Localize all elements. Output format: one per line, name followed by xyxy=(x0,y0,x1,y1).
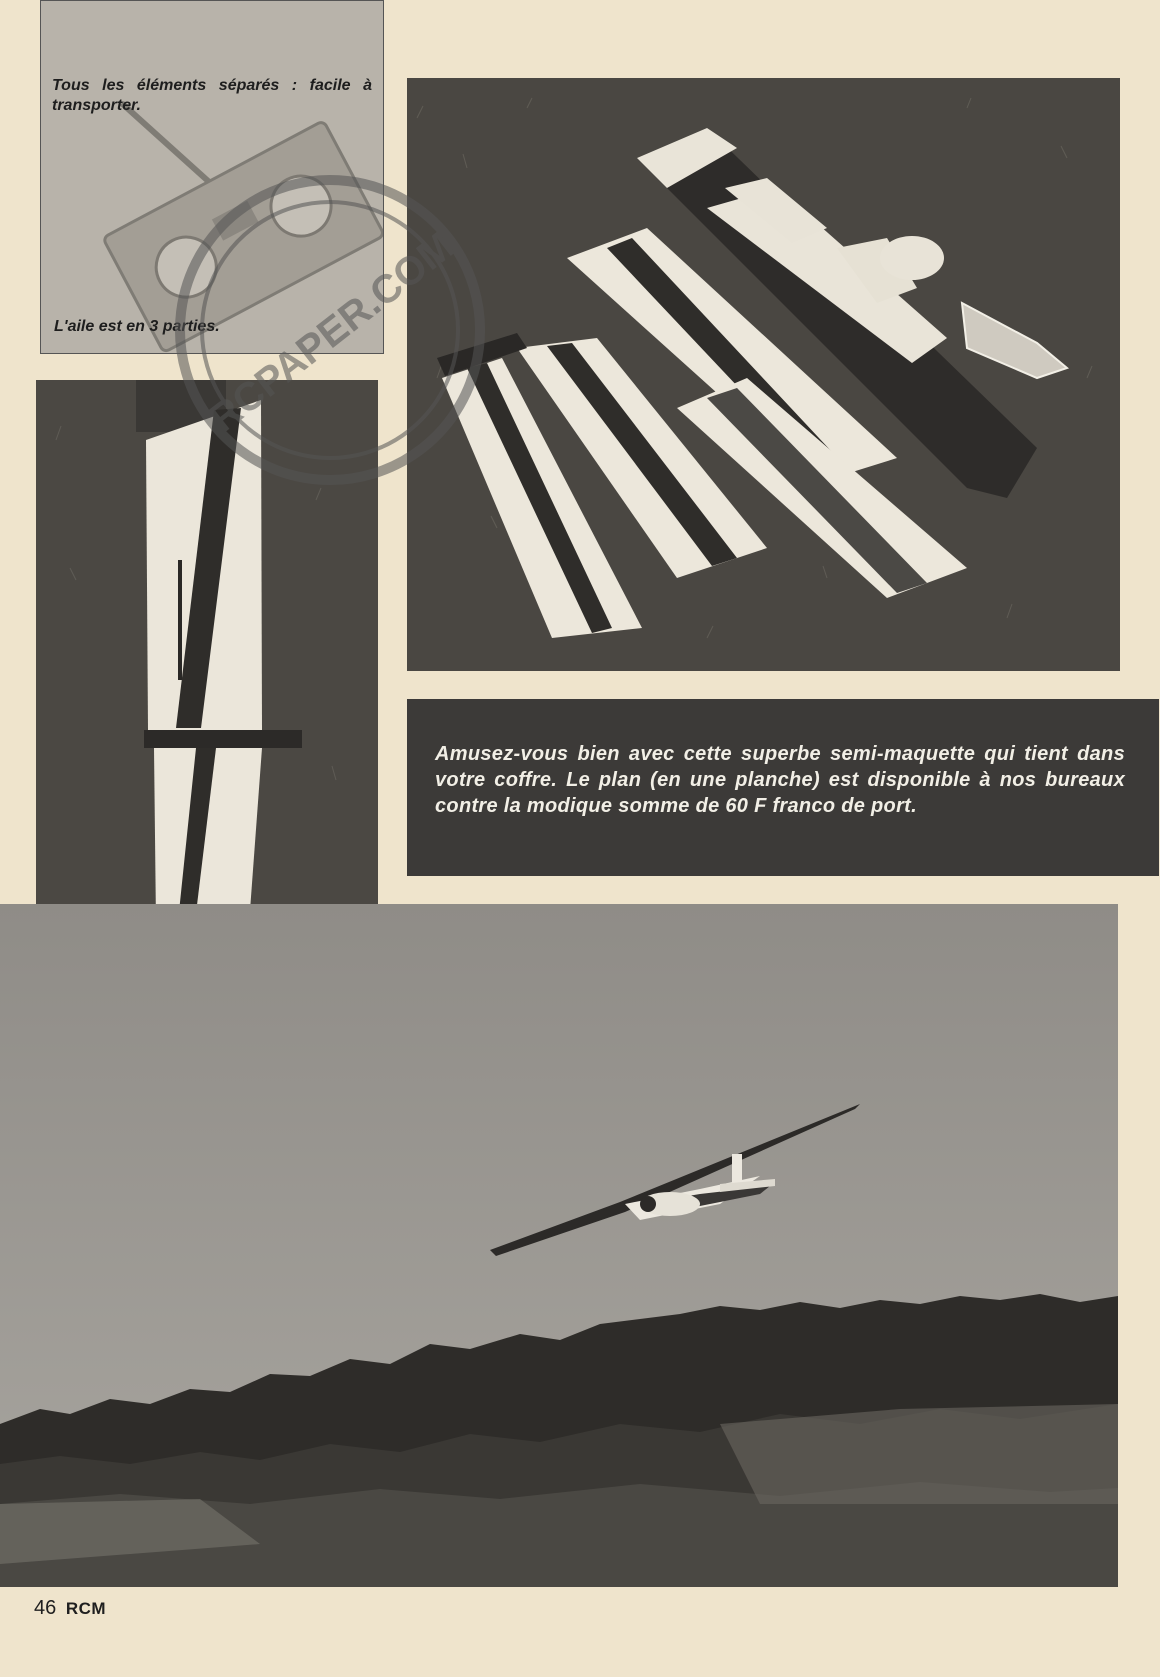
glider-parts-photo xyxy=(407,78,1120,671)
main-caption-text: Amusez-vous bien avec cette superbe semi-maquette qui tient dans votre coffre. Le plan (en une planche) est disponible à nos bureaux contre la modique somme de 60 F franco de port. xyxy=(435,743,1125,817)
page-folio xyxy=(34,1597,106,1620)
magazine-name: RCM xyxy=(65,1599,107,1618)
rcpaper-watermark xyxy=(150,150,510,510)
page-number: 46 xyxy=(34,1597,57,1619)
caption-wing: L'aile est en 3 parties. xyxy=(54,318,220,335)
watermark-text: RCPAPER.COM xyxy=(201,223,463,442)
caption-transport: Tous les éléments séparés : facile à transporter. xyxy=(52,77,372,114)
main-caption-box xyxy=(407,699,1159,876)
glider-flight-photo xyxy=(0,904,1118,1587)
